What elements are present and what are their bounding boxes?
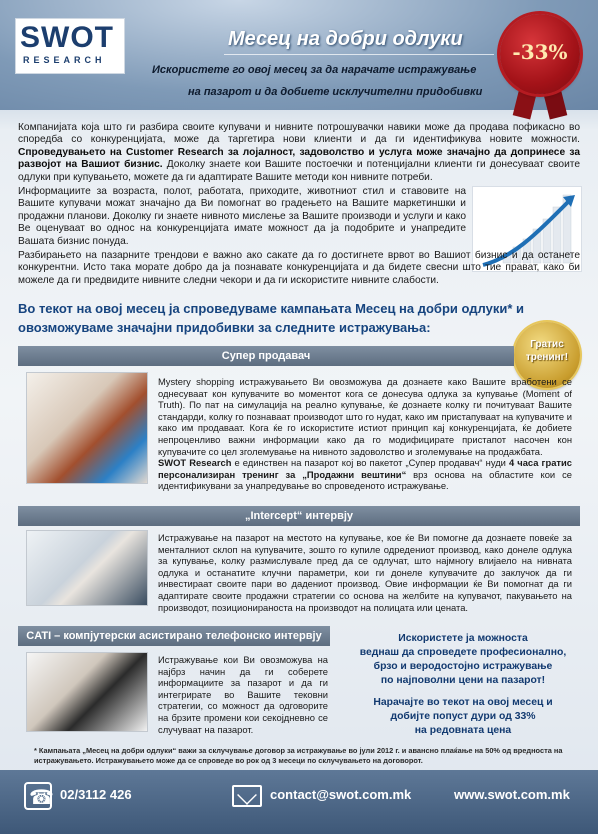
intro-paragraph-1 xyxy=(18,122,580,184)
contact-footer xyxy=(0,770,598,834)
header-banner xyxy=(0,0,598,110)
intercept-interview-photo xyxy=(26,530,148,606)
footer-email[interactable] xyxy=(232,780,411,810)
page-title: Месец на добри одлуки xyxy=(228,28,463,50)
footer-email-address: contact@swot.com.mk xyxy=(270,787,412,802)
call-center-photo xyxy=(26,652,148,732)
promo-heading-line-1: Во текот на овој месец ја спроведуваме кампањата Месец на добри одлуки* и xyxy=(18,301,525,316)
campaign-footnote: * Кампањата „Месец на добри одлуки“ важи за склучување договор за истражување во јули 2012 г. и авансно плаќање на 50% од вредноста на истражувањето. Истражувањето може да се спроведе во рок од 3 месеци по склучувањето на договорот. xyxy=(34,746,563,765)
swot-logo xyxy=(15,18,125,74)
super-seller-brand: SWOT Research xyxy=(158,457,232,469)
subtitle-line-1: Искористете го овој месец за да нарачате истражување xyxy=(152,64,477,76)
section-intercept-header: „Intercept“ интервју xyxy=(18,506,580,526)
footer-phone[interactable] xyxy=(24,780,132,810)
subtitle-line-2: на пазарот и да добиете исклучителни придобивки xyxy=(188,86,483,98)
discount-badge-text: -33% xyxy=(512,40,568,64)
logo-sub-text: RESEARCH xyxy=(23,55,106,65)
section-intercept-text: Истражување на пазарот на местото на купување, кое ќе Ви помогне да дознаете повеќе за менталниот склоп на купувачите, зошто го купиле одредениот производ, како донеле одлука за купување, колку размислувале пред да се одлучат, што најмногу влијаело на нивната одлука и останатите клучни параметри, кои ги донеле купувачите до заклучок да ги инвестираат своите пари во дадениот производ. Овие информации ќе Ви помогнат да ги адаптирате своите продажни стратегии со основа на желбите на купувачот, пакувањето на производот, позиционираноста на производот на полицата или цената. xyxy=(158,532,572,613)
super-seller-offer xyxy=(158,457,572,492)
footer-phone-number: 02/3112 426 xyxy=(60,787,132,802)
super-seller-offer-end: врз основа на областите кои се идентификувани за унапредување во спроведеното истражување. xyxy=(158,468,572,492)
offer-line-3: брзо и веродостојно истражување xyxy=(373,661,553,672)
offer-line-1: Искористете ја можноста xyxy=(398,633,528,644)
discount-badge xyxy=(500,14,580,94)
section-super-seller-header: Супер продавач xyxy=(18,346,514,366)
offer-line-7: на редовната цена xyxy=(414,725,512,736)
offer-line-2: веднаш да спроведете професионално, xyxy=(359,647,567,658)
section-cati-text: Истражување кои Ви овозможува на најбрз начин да ги соберете информациите за пазарот и да ги интегрирате во Вашите тековни стратегии, со можност да одговорите на брзите промени кои секојдневно се случуваат на пазарот. xyxy=(158,654,328,735)
intro-p1-end: Доколку знаете кои Вашите постоечки и потенцијални клиенти ги донесуваат своите одлуки при купувањето, можете да ги адаптирате Вашите методи кон нивните потреби. xyxy=(18,159,580,183)
super-seller-training: 4 часа гратис персонализиран тренинг за „Продажни вештини“ xyxy=(158,457,572,480)
offer-callout xyxy=(346,632,580,738)
offer-line-6: добијте попуст дури од 33% xyxy=(390,711,536,722)
phone-icon xyxy=(24,782,52,810)
offer-line-5: Нарачајте во текот на овој месец и xyxy=(373,697,553,708)
shopping-photo xyxy=(26,372,148,484)
section-cati-header: CATI – компјутерски асистирано телефонско интервју xyxy=(18,626,330,646)
super-seller-offer-mid: е единствен на пазарот кој во пакетот „Супер продавач“ нуди xyxy=(231,457,509,469)
footer-website-link[interactable]: www.swot.com.mk xyxy=(454,787,570,802)
gratis-badge-line-1: Гратис xyxy=(530,339,564,350)
intro-p1-bold: Спроведувањето на Customer Research за лојалност, задоволство и услуга може значајно да допринесе за развојот на Вашиот бизнис. xyxy=(18,146,580,171)
logo-main-text: SWOT xyxy=(20,21,114,54)
section-super-seller-text xyxy=(158,376,572,492)
intro-p1-start: Компанијата која што ги разбира своите купувачи и нивните потрошувачки навики може да продава пофикасно во споредба со конкуренцијата, може да таргетира нови клиенти и да ги идентификува новите можности. xyxy=(18,122,580,146)
intro-paragraph-3: Разбирањето на пазарните трендови е важно ако сакате да го достигнете врвот во Вашиот бизнис и да останете конкурентни. Исто така морате добро да ја познавате конкуренцијата и да бидете свесни што тие прават, како би можеле да ги предвидите нивните следни чекори и да ги искористите нивните слабости. xyxy=(18,250,580,286)
intro-paragraph-2: Информациите за возраста, полот, работата, приходите, животниот стил и ставовите на Вашите купувачи можат значајно да Ви помогнат во градењето на Вашите маркетиншки и продажни планови. Доколку ги знаете нивното мислење за Вашите производи и услуги и како Ве оценуваат во однос на конкуренцијата имате можност да ја подобрите и унапредите Вашата бизнис понуда. xyxy=(18,186,466,247)
promo-heading-line-2: овозможуваме значајни придобивки за следните истражувања: xyxy=(18,320,431,335)
super-seller-paragraph: Mystery shopping истражувањето Ви овозможува да дознаете како Вашите вработени се однесуваат кон купувачите во моментот кога се донесува одлука за купување (Moment of Truth). По пат на симулација на реално купување, ќе дознаете колку ги почитуваат Вашите стандарди, колку го познаваат производот што го нудат, како им пристапуваат на купувачите и како им продаваат. Кога ќе го искористите истиот принцип кај конкуренцијата, ќе добиете непроценливо важни информации како да го модифицирате пристапот насочен кон купувачите со цел зголемување на нивното задоволство и зголемување на продажбата. xyxy=(158,376,572,457)
title-divider xyxy=(224,54,494,55)
offer-line-4: по најповолни цени на пазарот! xyxy=(380,675,546,686)
offer-spacer xyxy=(346,688,580,696)
gratis-badge-line-2: тренинг! xyxy=(525,352,569,363)
mail-icon xyxy=(232,785,262,807)
